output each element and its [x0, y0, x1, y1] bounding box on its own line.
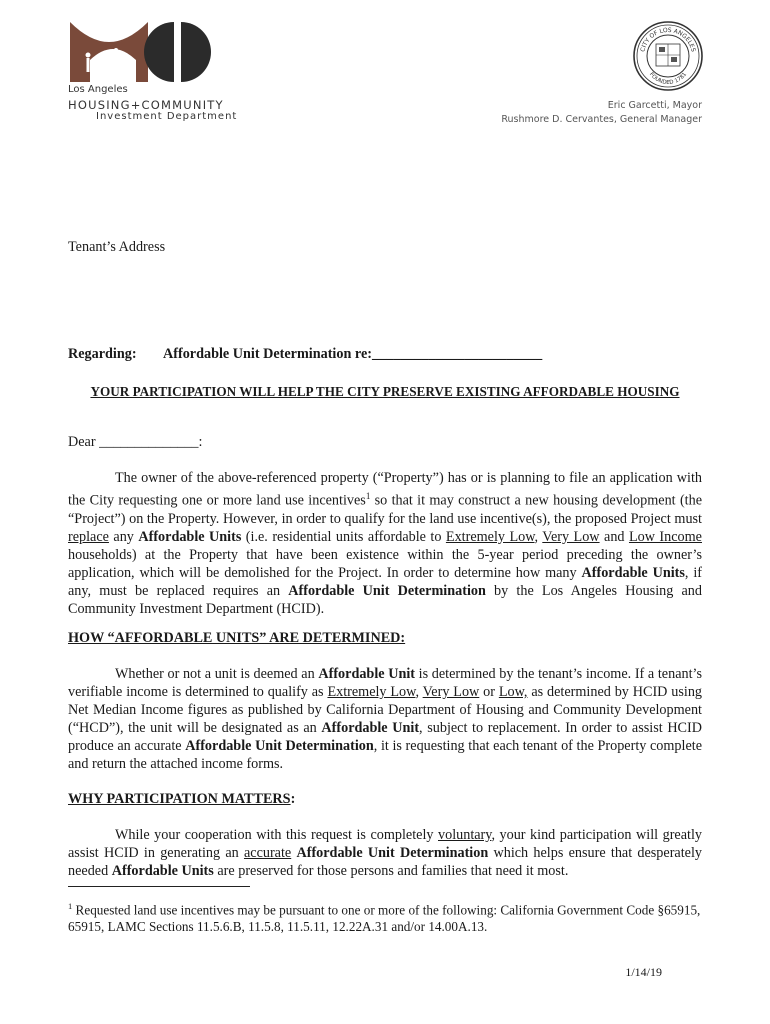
footnote: $^1$ Requested land use incentives may be pursuant to one or more of the following: California Government Code §65915, 65915, LAMC Sections 11.5.6.B, 11.5.8, 11.5.11, 12.22A.31 and/or 14.00A.13.	[68, 901, 701, 935]
salutation-colon: :	[198, 434, 203, 450]
mayor-name: Eric Garcetti, Mayor	[607, 100, 702, 111]
footnote-ref: 1	[365, 491, 371, 501]
regarding-label: Regarding:	[68, 346, 137, 362]
banner-heading: YOUR PARTICIPATION WILL HELP THE CITY PRESERVE EXISTING AFFORDABLE HOUSING	[90, 384, 680, 399]
logo-line-1: Los Angeles	[68, 84, 128, 95]
svg-text:CITY OF LOS ANGELES: CITY OF LOS ANGELES	[639, 26, 697, 53]
manager-name: Rushmore D. Cervantes, General Manager	[501, 114, 702, 125]
replace-term: replace	[68, 528, 109, 545]
salutation-blank: ______________	[99, 434, 199, 450]
tenant-address: Tenant’s Address	[68, 239, 166, 255]
regarding-subject-text: Affordable Unit Determination re:	[163, 346, 372, 362]
svg-text:FOUNDED 1781: FOUNDED 1781	[647, 71, 689, 87]
heading-why-participation: WHY PARTICIPATION MATTERS:	[68, 791, 296, 807]
salutation	[68, 433, 202, 451]
paragraph-intro: The owner of the above-referenced property (“Property”) has or is planning to file an application with the City requesting one or more land use incentives$^1$ so that it may construct a new housing development (the “Project”) on the Property. However, in order to qualify for the land use incentive(s), the proposed Project must replace any Affordable Units (i.e. residential units affordable to Extremely Low, Very Low and Low Income households) at the Property that have been existence within the 5-year period preceding the owner’s application, which will be demolished for the Project. In order to determine how many Affordable Units, if any, must be replaced requires an Affordable Unit Determination by the Los Angeles Housing and Community Investment Department (HCID).	[68, 470, 702, 617]
logo-line-2: HOUSING+COMMUNITY	[68, 98, 224, 112]
regarding-subject	[163, 345, 542, 363]
paragraph-how-determined: Whether or not a unit is deemed an Affordable Unit is determined by the tenant’s income. If a tenant’s verifiable income is determined to qualify as Extremely Low, Very Low or Low, as determined by HCID using Net Median Income figures as published by California Department of Housing and Community Development (“HCD”), the unit will be designated as an Affordable Unit, subject to replacement. In order to assist HCID produce an accurate Affordable Unit Determination, it is requesting that each tenant of the Property complete and return the attached income forms.	[68, 666, 703, 772]
city-seal-icon	[632, 20, 704, 92]
paragraph-why-participation: While your cooperation with this request is completely voluntary, your kind participation will greatly assist HCID in generating an accurate Affordable Unit Determination which helps ensure that desperately needed Affordable Units are preserved for those persons and families that need it most.	[68, 827, 702, 879]
document-date: 1/14/19	[625, 965, 662, 979]
regarding-blank: ________________________	[371, 346, 543, 362]
logo-line-3: Investment Department	[96, 111, 238, 122]
heading-how-determined: HOW “AFFORDABLE UNITS” ARE DETERMINED:	[68, 630, 406, 646]
footnote-divider	[68, 886, 250, 887]
officials-block	[501, 99, 702, 127]
salutation-dear: Dear	[68, 434, 96, 450]
